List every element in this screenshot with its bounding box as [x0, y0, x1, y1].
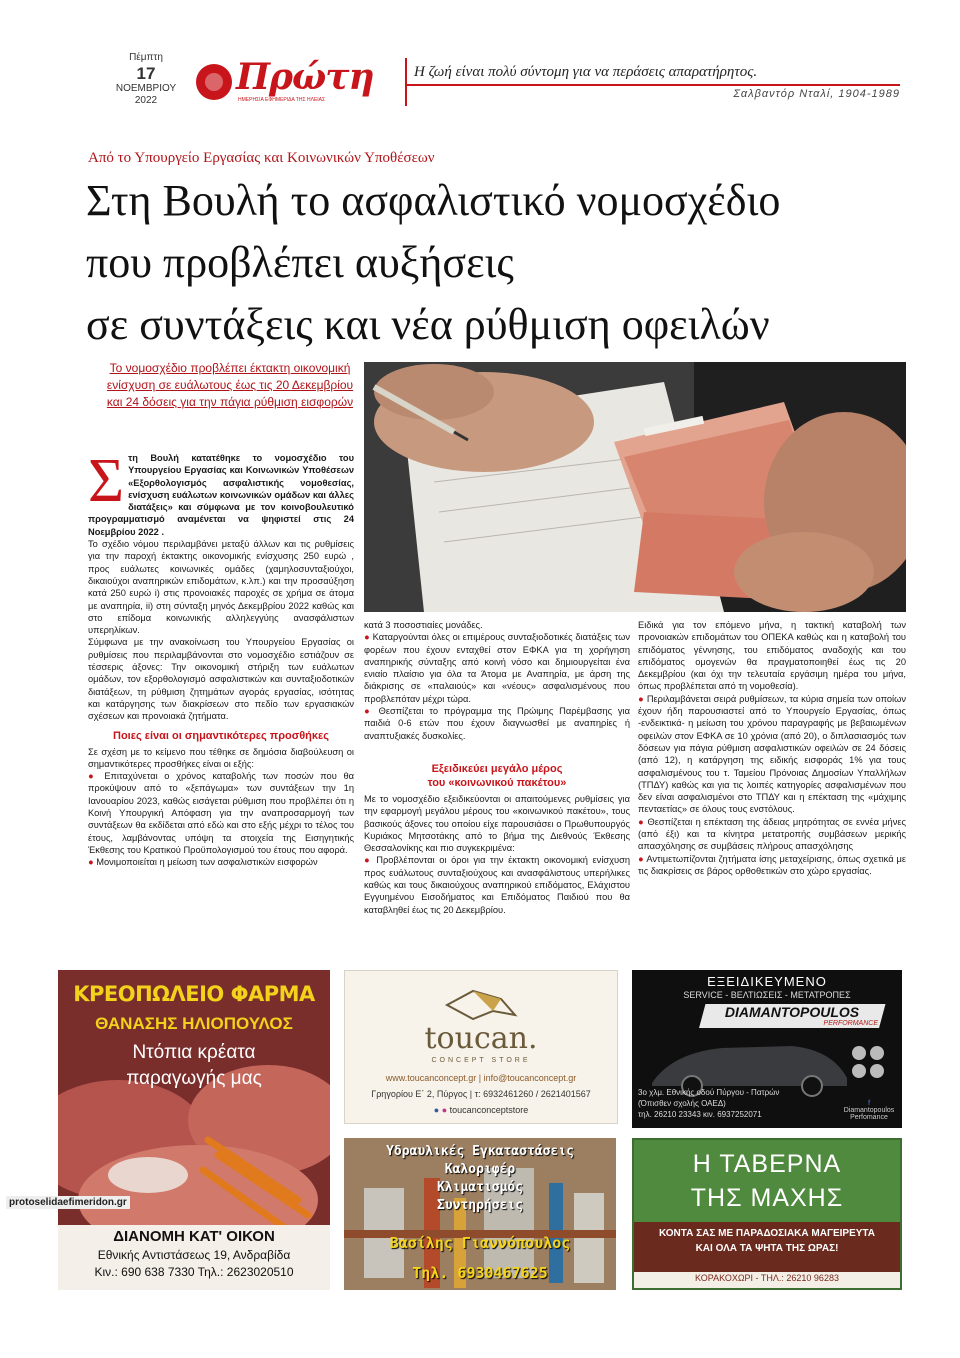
article-title: [86, 170, 886, 356]
butcher-delivery: ΔΙΑΝΟΜΗ ΚΑΤ' ΟΙΚΟΝ: [113, 1228, 275, 1245]
paragraph: Με το νομοσχέδιο εξειδικεύονται οι απαιτούμενες ρυθμίσεις για την εφαρμογή μεγάλου μέρους του «κοινωνικού πακέτου», τους βασικούς άξονες του οποίου είχε παρουσιάσει ο Πρωθυπουργός Κυριάκος Μητσοτάκης από το βήμα της Διεθνούς Έκθεσης Θεσσαλονίκης και πιο συγκεκριμένα:: [364, 793, 630, 854]
article-photo: [364, 362, 906, 612]
butcher-phones: Κιν.: 690 638 7330 Τηλ.: 2623020510: [94, 1265, 294, 1279]
butcher-slogan-1: Ντόπια κρέατα: [132, 1042, 256, 1063]
bullet-item: ● Καταργούνται όλες οι επιμέρους συνταξιοδοτικές διατάξεις των φορέων που έχουν ενταχθεί στον ΕΦΚΑ για τη χορήγηση αναπηρικής σύνταξης από κοινή νόσο και δημιουργείται ένα ενιαίο πλαίσιο για όλα τα Άτομα με Αναπηρία, με άρση της διάκρισης σε «παλαιούς» και «νέους» ασφαλισμένους που προβλεπόταν μέχρι τώρα.: [364, 632, 630, 704]
day: 17: [136, 64, 156, 83]
plumber-line-1: Υδραυλικές Εγκαταστάσεις: [386, 1144, 574, 1159]
taverna-ad[interactable]: [632, 1138, 902, 1290]
diam-address-2: (Όπισθεν σχολής ΟΑΕΔ): [638, 1099, 726, 1108]
toucan-ad[interactable]: [344, 970, 618, 1124]
bullet-icon: ●: [638, 693, 644, 704]
bullet-item: ● Θεσπίζεται το πρόγραμμα της Πρώιμης Παρέμβασης για παιδιά 0-6 ετών που έχουν διαγνωσθεί με αναπηρίες ή αναπτυξιακές δυσκολίες.: [364, 706, 630, 741]
bullet-icon: ●: [364, 855, 372, 866]
section-heading: Εξειδικεύει μεγάλο μέρος του «κοινωνικού πακέτου»: [427, 762, 567, 789]
toucan-address: Γρηγορίου Ε΄ 2, Πύργος | τ: 6932461260 / 2621401567: [371, 1089, 591, 1099]
bullet-icon: ●: [364, 632, 370, 643]
butcher-owner: ΘΑΝΑΣΗΣ ΗΛΙΟΠΟΥΛΟΣ: [95, 1014, 293, 1033]
toucan-social: ● ● toucanconceptstore: [433, 1105, 529, 1115]
diam-brand: DIAMANTOPOULOS: [724, 1004, 860, 1020]
instagram-icon: ●: [441, 1105, 448, 1115]
butcher-ad[interactable]: [58, 970, 330, 1290]
taverna-slogan: ΚΟΝΤΑ ΣΑΣ ΜΕ ΠΑΡΑΔΟΣΙΑΚΑ ΜΑΓΕΙΡΕΥΤΑ ΚΑΙ ΟΛΑ ΤΑ ΨΗΤΑ ΤΗΣ ΩΡΑΣ!: [658, 1228, 876, 1254]
article-subheadline: Το νομοσχέδιο προβλέπει έκτακτη οικονομική ενίσχυση σε ευάλωτους έως τις 20 Δεκεμβρίου και 24 δόσεις για την πάγια ρύθμιση εισφορών: [106, 361, 354, 409]
weekday: Πέμπτη: [129, 52, 163, 63]
bullet-item: ● Αντιμετωπίζονται ζητήματα ίσης μεταχείρισης, όπως σχετικά με τις διακρίσεις σε βάρος ορθοθετικών στο χώρο εργασίας.: [638, 853, 906, 876]
toucan-tagline: CONCEPT STORE: [431, 1057, 531, 1064]
site-watermark: protoselidaefimeridon.gr: [6, 1196, 130, 1209]
plumber-name: Βασίλης Γιαννόπουλος: [389, 1234, 571, 1252]
toucan-bird-icon: [443, 985, 519, 1025]
logo-name: Πρώτη: [236, 56, 374, 98]
title-line-2: που προβλέπει αυξήσεις: [86, 238, 514, 287]
plumber-line-2: Καλοριφέρ: [444, 1162, 516, 1177]
lead-paragraph: [88, 447, 354, 538]
lead-text: τη Βουλή κατατέθηκε το νομοσχέδιο του Υπουργείου Εργασίας και Κοινωνικών Υποθέσεων «Εξορθολογισμός ασφαλιστικής νομοθεσίας, ενίσχυση ευάλωτων κοινωνικών ομάδων και άλλες διατάξεις» και σύμφωνα με τον κοινοβουλευτικό προγραμματισμό αναμένεται να ψηφιστεί στις 24 Νοεμβρίου 2022 .: [88, 453, 354, 537]
toucan-web: www.toucanconcept.gr | info@toucanconcept.gr: [385, 1073, 577, 1083]
paragraph: Σύμφωνα με την ανακοίνωση του Υπουργείου Εργασίας οι ρυθμίσεις που περιλαμβάνονται στο νομοσχέδιο εστιάζουν σε τέσσερις άξονες: Την οικονομική στήριξη των ευάλωτων ομάδων, τον εξορθολογισμό ασφαλιστικών και συνταξιοδοτικών διατάξεων, τη ρύθμιση ζητημάτων αγοράς εργασίας, ισότητας και κατάργησης των διακρίσεων στο πεδίο των εργασιακών σχέσεων και προνοιακά ζητήματα.: [88, 637, 354, 722]
hands-with-euro-banknotes-illustration: [364, 362, 906, 612]
butcher-address: Εθνικής Αντιστάσεως 19, Ανδραβίδα: [97, 1248, 291, 1262]
drop-cap: Σ: [88, 447, 125, 515]
bullet-icon: ●: [88, 857, 94, 868]
diam-brand-sub: PERFORMANCE: [823, 1020, 878, 1027]
taverna-title-2: ΤΗΣ ΜΑΧΗΣ: [690, 1184, 844, 1212]
title-line-3: σε συντάξεις και νέα ρύθμιση οφειλών: [86, 300, 770, 349]
facebook-icon: f: [867, 1100, 871, 1107]
taverna-title-1: Η ΤΑΒΕΡΝΑ: [692, 1150, 842, 1178]
month: ΝΟΕΜΒΡΙΟΥ: [115, 83, 177, 94]
bullet-icon: ●: [638, 853, 644, 864]
quote-author: Σαλβαντόρ Νταλί, 1904-1989: [733, 88, 900, 100]
plumber-ad[interactable]: [344, 1138, 616, 1290]
bullet-item: ● Θεσπίζεται η επέκταση της άδειας μητρότητας σε εννέα μήνες (από έξι) και τα κίνητρα μετατροπής συμβάσεων μερικής απασχόλησης σε συμβάσεις πλήρους απασχόλησης: [638, 816, 906, 852]
taverna-contact: ΚΟΡΑΚΟΧΩΡΙ - ΤΗΛ.: 26210 96283: [695, 1273, 839, 1283]
bullet-item: ● Προβλέπονται οι όροι για την έκτακτη οικονομική ενίσχυση προς ευάλωτους συνταξιούχους και ανασφάλιστους υπερήλικες καθώς και τους δικαιούχους αναπηρικού επιδόματος, Ελάχιστου Εγγυημένου Εισοδήματος και Επιδόματος Παιδιού που θα καταβληθεί έως τις 20 Δεκεμβρίου.: [364, 855, 630, 915]
facebook-icon: ●: [433, 1105, 440, 1115]
title-line-1: Στη Βουλή το ασφαλιστικό νομοσχέδιο: [86, 176, 781, 225]
daily-quote: Η ζωή είναι πολύ σύντομη για να περάσεις απαρατήρητος.: [414, 64, 758, 80]
article-column-1: [88, 447, 354, 869]
bullet-item: ● Επιταχύνεται ο χρόνος καταβολής των ποσών που θα προκύψουν από το «ξεπάγωμα» των συντάξεων την 1η Ιανουαρίου 2023, καθώς εισάγεται ρύθμιση που προβλέπει ότι η Κοινή Υπουργική Απόφαση για την αναπροσαρμογή των συντάξεων θα εκδίδεται από εδώ και στο εξής μέχρι το τέλος του έτους, λαμβάνοντας υπόψη τα στοιχεία της Εισηγητικής Έκθεσης του Κρατικού Προϋπολογισμού του έτους που αφορά.: [88, 771, 354, 855]
bullet-icon: ●: [88, 771, 98, 782]
quote-rule: [405, 84, 900, 86]
issue-date: [112, 52, 180, 107]
header-divider: [405, 58, 407, 106]
bullet-icon: ●: [638, 816, 645, 827]
logo-subtitle: ΗΜΕΡΗΣΙΑ ΕΦΗΜΕΡΙΔΑ ΤΗΣ ΗΛΕΙΑΣ: [238, 97, 326, 103]
diam-facebook: f Diamantopoulos Perfomance: [840, 1100, 898, 1121]
plumber-line-3: Κλιματισμός: [436, 1180, 524, 1195]
paragraph: κατά 3 ποσοστιαίες μονάδες.: [364, 620, 483, 630]
bullet-icon: ●: [364, 706, 373, 717]
section-heading: Ποιες είναι οι σημαντικότερες προσθήκες: [113, 729, 329, 742]
year: 2022: [134, 95, 158, 106]
article-column-2: [364, 619, 630, 916]
diam-services: SERVICE - ΒΕΛΤΙΩΣΕΙΣ - ΜΕΤΑΤΡΟΠΕΣ: [683, 990, 851, 1000]
diam-header: ΕΞΕΙΔΙΚΕΥΜΕΝΟ: [707, 974, 827, 989]
plumber-line-4: Συντηρήσεις: [436, 1198, 524, 1213]
butcher-slogan-2: παραγωγής μας: [126, 1068, 262, 1089]
bullet-item: ● Μονιμοποιείται η μείωση των ασφαλιστικών εισφορών: [88, 857, 318, 868]
butcher-title: ΚΡΕΟΠΩΛΕΙΟ ΦΑΡΜΑ: [73, 982, 315, 1006]
article-column-3: [638, 619, 906, 877]
diamantopoulos-ad[interactable]: [632, 970, 902, 1128]
toucan-name: toucan.: [424, 1021, 538, 1056]
diam-phones: τηλ. 26210 23343 κιν. 6937252071: [638, 1110, 762, 1119]
article-kicker: Από το Υπουργείο Εργασίας και Κοινωνικών Υποθέσεων: [88, 150, 435, 166]
bullet-item: ● Περιλαμβάνεται σειρά ρυθμίσεων, τα κύρια σημεία των οποίων έχουν ήδη παρουσιαστεί από το Υπουργείο Εργασίας, όπως -ενδεικτικά- η μείωση του χρόνου παραγραφής με βεβαιωμένων οφειλών στον ΕΦΚΑ σε 10 χρόνια (από 20), ο διπλασιασμός των δόσεων για πάγια ρύθμιση ασφαλιστικών οφειλών σε 24 δόσεις (από 12), η κατάργηση της ειδικής εισφοράς 1% για τους ασφαλισμένους του τ. Ταμείου Πρόνοιας Δημοσίων Υπαλλήλων (ΤΠΔΥ) καθώς και για τις λοιπές κατηγορίες ασφαλισμένων που δεν είναι ασφαλισμένοι στο ΤΠΔΥ και η επέκταση της «μάχιμης πενταετίας» σε όλους τους ενστόλους.: [638, 693, 906, 815]
paragraph: Το σχέδιο νόμου περιλαμβάνει μεταξύ άλλων και τις ρυθμίσεις για την παροχή έκτακτης οικονομικής ενίσχυσης 250 ευρώ , προς ευάλωτες κοινωνικές ομάδες (χαμηλοσυνταξιούχοι, δικαιούχοι αναπηρικών επιδομάτων, κ.λπ.) και την προσαύξηση κατά 250 ευρώ i) στις προνοιακές παροχές σε χρήμα σε άτομα με αναπηρία, ii) στη σύνταξη μηνός Δεκεμβρίου 2022 καθώς και στο επίδομα κοινωνικής αλληλεγγύης ανασφάλιστων υπερηλίκων.: [88, 539, 354, 636]
diam-address: 3ο χλμ. Εθνικής οδού Πύργου - Πατρών: [638, 1088, 780, 1097]
plumber-phone: Τηλ. 6930467625: [412, 1264, 548, 1282]
newspaper-logo[interactable]: [196, 56, 374, 106]
paragraph: Σε σχέση με το κείμενο που τέθηκε σε δημόσια διαβούλευση οι σημαντικότερες προσθήκες είναι οι εξής:: [88, 746, 354, 769]
paragraph: Ειδικά για τον επόμενο μήνα, η τακτική καταβολή των προνοιακών επιδομάτων του ΟΠΕΚΑ καθώς και η καταβολή του επιδόματος γέννησης, του επιδόματος αναδοχής και του επιδόματος ομογενών θα πραγματοποιηθεί έως τις 20 Δεκεμβρίου (και όχι την τελευταία εργάσιμη ημέρα του μήνα, όπως προβλέπεται από τη νομοθεσία).: [638, 620, 906, 692]
logo-emblem-icon: [196, 64, 232, 100]
